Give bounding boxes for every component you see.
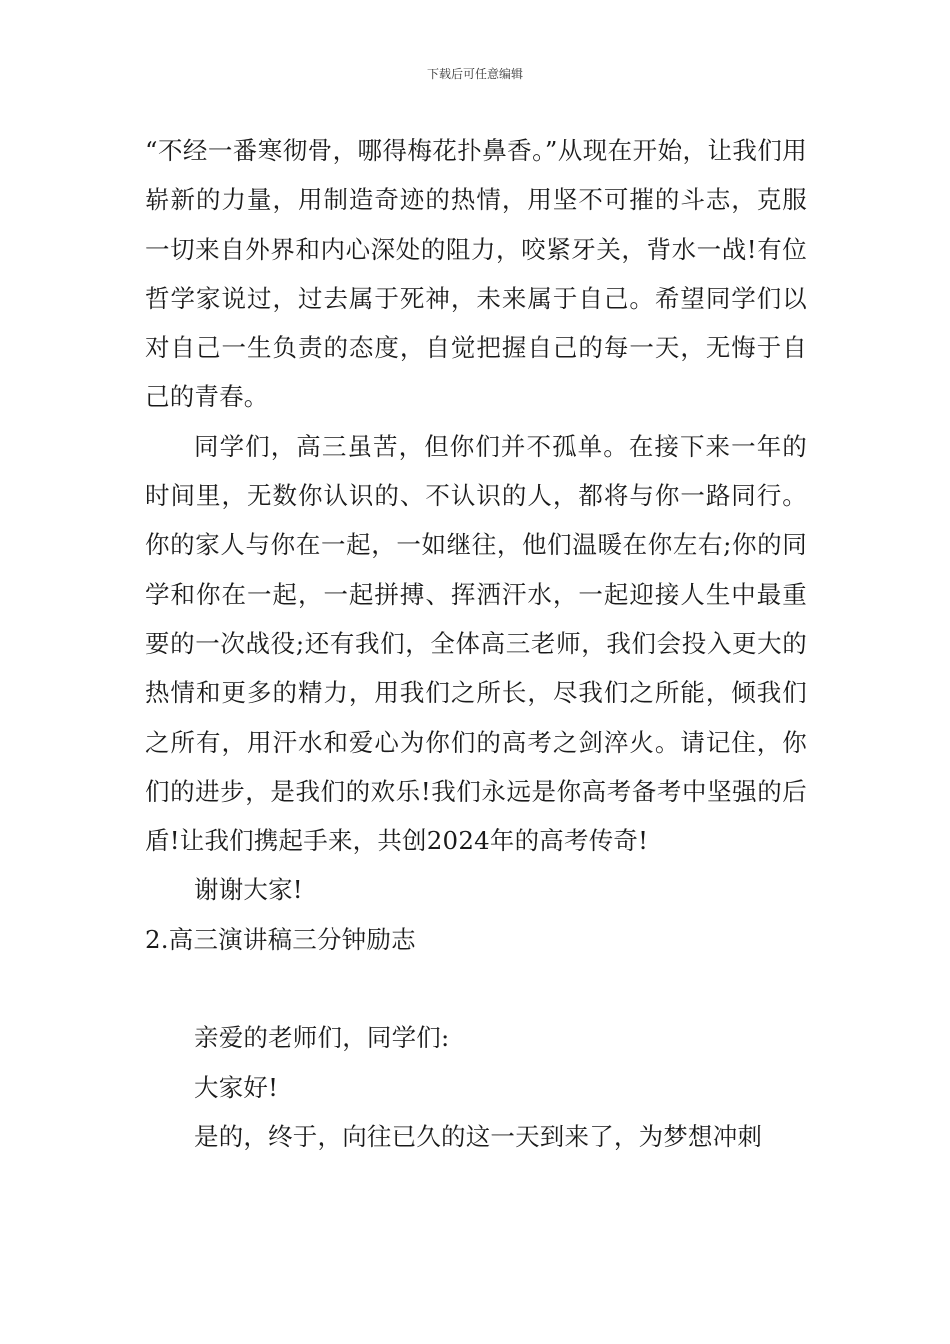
section-title: 2.高三演讲稿三分钟励志 (145, 924, 416, 954)
paragraph-opening: 是的，终于，向往已久的这一天到来了，为梦想冲刺 (194, 1121, 763, 1151)
document-body (145, 126, 807, 1161)
blank-line (145, 964, 807, 1013)
paragraph-closing-encouragement: “不经一番寒彻骨，哪得梅花扑鼻香。”从现在开始，让我们用崭新的力量，用制造奇迹的热情，用坚不可摧的斗志，克服一切来自外界和内心深处的阻力，咬紧牙关，背水一战!有位哲学家说过，过去属于死神，未来属于自己。希望同学们以对自己一生负责的态度，自觉把握自己的每一天，无悔于自己的青春。 (145, 136, 807, 412)
page-header-note: 下载后可任意编辑 (426, 67, 523, 81)
thanks-line: 谢谢大家! (194, 875, 303, 905)
salutation-line: 亲爱的老师们，同学们: (194, 1023, 450, 1053)
greeting-line: 大家好! (194, 1072, 279, 1102)
paragraph-teachers-support: 同学们，高三虽苦，但你们并不孤单。在接下来一年的时间里，无数你认识的、不认识的人，都将与你一路同行。你的家人与你在一起，一如继往，他们温暖在你左右;你的同学和你在一起，一起拼搏、挥洒汗水，一起迎接人生中最重要的一次战役;还有我们，全体高三老师，我们会投入更大的热情和更多的精力，用我们之所长，尽我们之所能，倾我们之所有，用汗水和爱心为你们的高考之剑淬火。请记住，你们的进步，是我们的欢乐!我们永远是你高考备考中坚强的后盾!让我们携起手来，共创2024年的高考传奇! (145, 431, 807, 856)
